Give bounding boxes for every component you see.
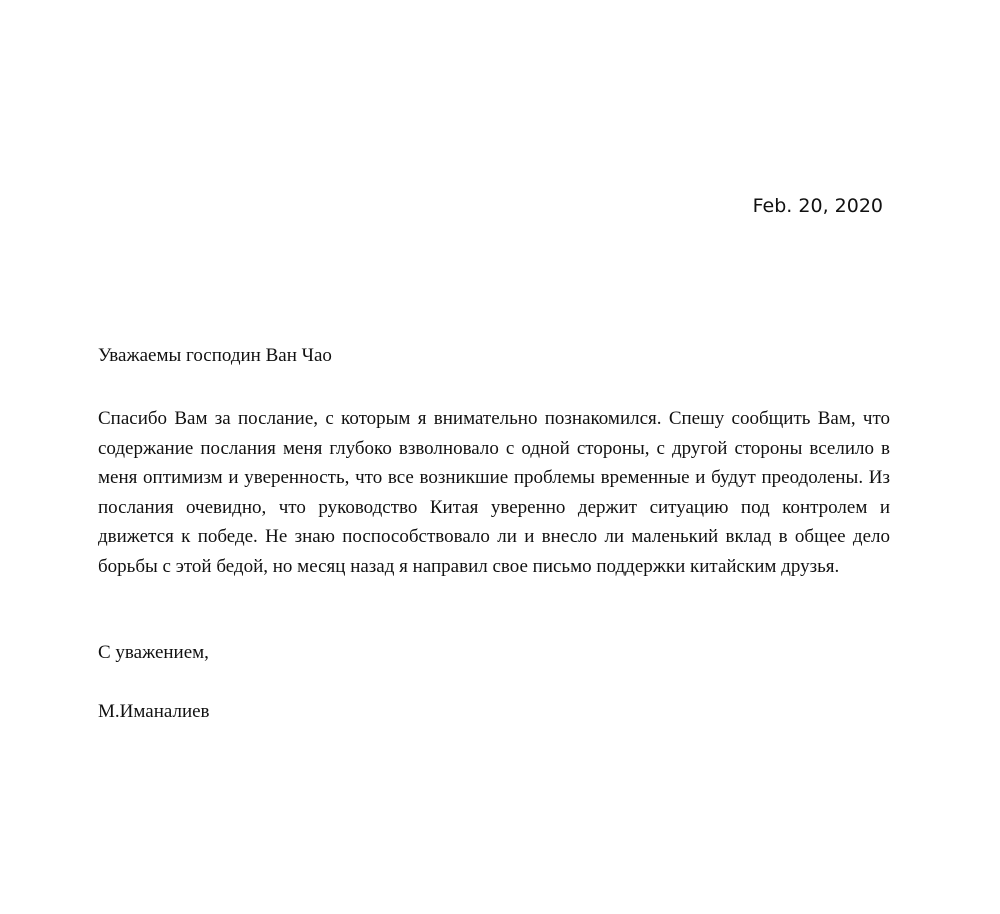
letter-salutation: Уважаемы господин Ван Чао <box>98 345 332 366</box>
letter-closing: С уважением, <box>98 642 209 663</box>
letter-body-paragraph: Спасибо Вам за послание, с которым я внимательно познакомился. Спешу сообщить Вам, что содержание послания меня глубоко взволновало с одной стороны, с другой стороны вселило в меня оптимизм и уверенность, что все возникшие проблемы временные и будут преодолены. Из послания очевидно, что руководство Китая уверенно держит ситуацию под контролем и движется к победе. Не знаю поспособствовало ли и внесло ли маленький вклад в общее дело борьбы с этой бедой, но месяц назад я направил свое письмо поддержки китайским друзья. <box>98 408 890 577</box>
letter-signature: М.Иманалиев <box>98 701 210 722</box>
letter-date: Feb. 20, 2020 <box>752 195 883 217</box>
